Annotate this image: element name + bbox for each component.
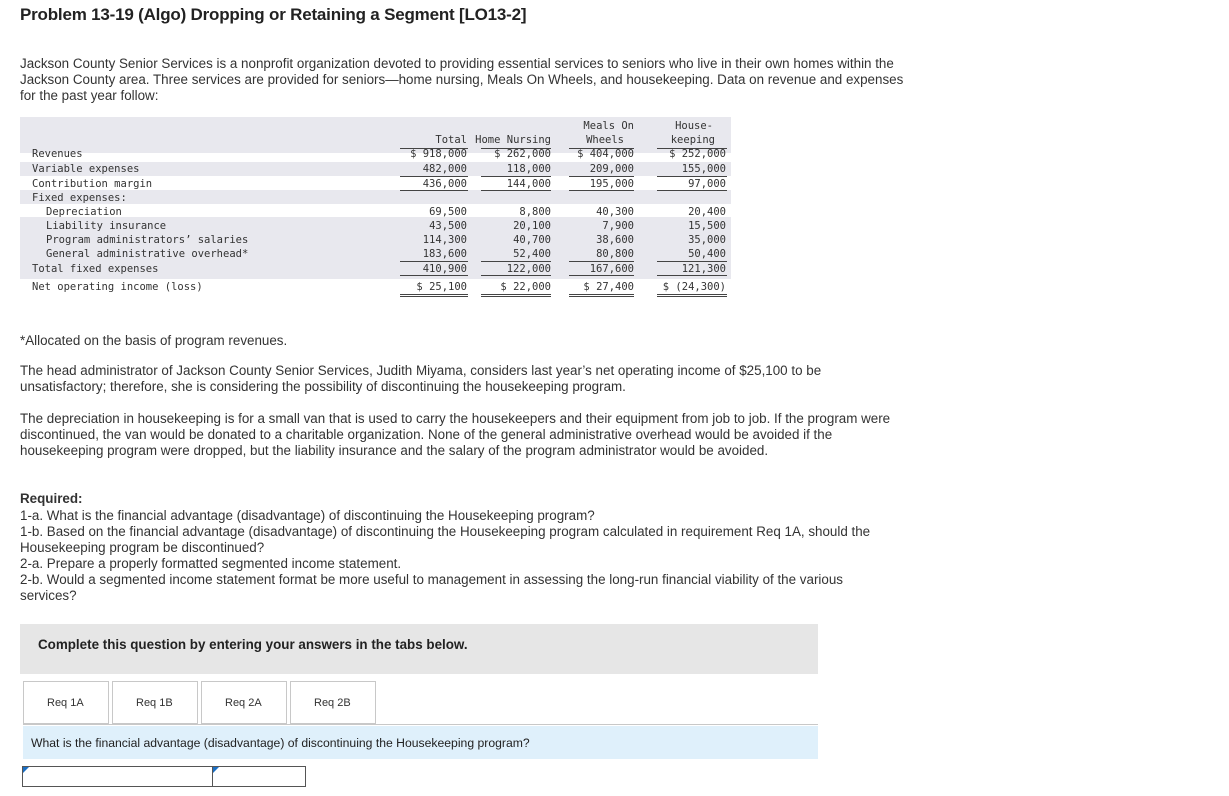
row-label: Total fixed expenses bbox=[32, 263, 159, 275]
double-underline bbox=[657, 296, 727, 297]
double-underline bbox=[657, 294, 727, 295]
cell: 43,500 bbox=[429, 220, 467, 232]
row-label: Net operating income (loss) bbox=[32, 281, 203, 293]
income-table bbox=[20, 117, 731, 297]
row-label: General administrative overhead* bbox=[46, 248, 249, 260]
cell: 8,800 bbox=[519, 206, 551, 218]
header-meals-1: Meals On bbox=[583, 120, 634, 132]
cell: $ (24,300) bbox=[662, 281, 726, 293]
underline bbox=[657, 190, 727, 191]
instructions-text: Complete this question by entering your answers in the tabs below. bbox=[38, 637, 468, 652]
row-label: Variable expenses bbox=[32, 163, 140, 175]
answer-label-input[interactable] bbox=[23, 767, 217, 786]
header-house-1: House- bbox=[675, 120, 713, 132]
cell: 35,000 bbox=[688, 234, 726, 246]
instructions-banner bbox=[20, 624, 818, 674]
cell: 410,900 bbox=[422, 263, 467, 275]
cell: 167,600 bbox=[589, 263, 634, 275]
double-underline bbox=[481, 296, 551, 297]
required-heading: Required: bbox=[20, 491, 83, 506]
underline bbox=[400, 275, 468, 276]
header-home-nursing: Home Nursing bbox=[475, 134, 551, 146]
row-label: Fixed expenses: bbox=[32, 192, 127, 204]
cell: $ 27,400 bbox=[583, 281, 634, 293]
double-underline bbox=[481, 294, 551, 295]
row-label: Depreciation bbox=[46, 206, 122, 218]
cell: $ 25,100 bbox=[416, 281, 467, 293]
underline bbox=[569, 176, 634, 177]
required-list bbox=[20, 508, 900, 604]
cell: 121,300 bbox=[681, 263, 726, 275]
underline bbox=[481, 275, 551, 276]
cell: 20,400 bbox=[688, 206, 726, 218]
header-total: Total bbox=[435, 134, 467, 146]
cell: 183,600 bbox=[422, 248, 467, 260]
underline bbox=[657, 275, 727, 276]
cell: 69,500 bbox=[429, 206, 467, 218]
underline bbox=[569, 190, 634, 191]
cell: 155,000 bbox=[681, 163, 726, 175]
tab-req-1a[interactable]: Req 1A bbox=[23, 681, 109, 724]
double-underline bbox=[400, 294, 468, 295]
cell: 40,300 bbox=[596, 206, 634, 218]
underline bbox=[481, 176, 551, 177]
underline bbox=[657, 176, 727, 177]
cell: $ 404,000 bbox=[577, 148, 634, 160]
question-banner bbox=[23, 726, 818, 759]
cell: 114,300 bbox=[422, 234, 467, 246]
double-underline bbox=[569, 296, 634, 297]
double-underline bbox=[400, 296, 468, 297]
required-item-2a: 2-a. Prepare a properly formatted segmented income statement. bbox=[20, 556, 402, 571]
cell: 118,000 bbox=[506, 163, 551, 175]
paragraph-head-administrator: The head administrator of Jackson County Senior Services, Judith Miyama, considers last year’s net operating income of $25,100 to be unsatisfactory; therefore, she is considering the possibility of discontinuing the housekeeping program. bbox=[20, 363, 822, 394]
question-text: What is the financial advantage (disadvantage) of discontinuing the Housekeeping program? bbox=[31, 736, 530, 750]
cell: 122,000 bbox=[506, 263, 551, 275]
paragraph-depreciation: The depreciation in housekeeping is for a small van that is used to carry the housekeepers and their equipment from job to job. If the program were discontinued, the van would be donated to a charitable organization. None of the general administrative overhead would be avoided if the housekeeping program were dropped, but the liability insurance and the salary of the program administrator would be avoided. bbox=[20, 411, 891, 458]
cell: 38,600 bbox=[596, 234, 634, 246]
cell: 436,000 bbox=[422, 178, 467, 190]
cell: $ 262,000 bbox=[494, 148, 551, 160]
underline bbox=[400, 261, 468, 262]
page-title: Problem 13-19 (Algo) Dropping or Retaining a Segment [LO13-2] bbox=[20, 5, 527, 24]
footnote: *Allocated on the basis of program revenues. bbox=[20, 333, 288, 348]
tab-req-2b[interactable]: Req 2B bbox=[290, 681, 376, 724]
cell: 52,400 bbox=[513, 248, 551, 260]
cell: 7,900 bbox=[602, 220, 634, 232]
required-item-1b: 1-b. Based on the financial advantage (disadvantage) of discontinuing the Housekeeping program calculated in requirement Req 1A, should the Housekeeping program be discontinued? bbox=[20, 524, 871, 555]
cell: $ 252,000 bbox=[669, 148, 726, 160]
cell: 144,000 bbox=[506, 178, 551, 190]
underline bbox=[481, 261, 551, 262]
underline bbox=[481, 190, 551, 191]
cell: $ 918,000 bbox=[410, 148, 467, 160]
cell: 80,800 bbox=[596, 248, 634, 260]
cell: $ 22,000 bbox=[500, 281, 551, 293]
underline bbox=[569, 275, 634, 276]
header-house-2: keeping bbox=[670, 134, 715, 146]
cell: 40,700 bbox=[513, 234, 551, 246]
cell: 97,000 bbox=[688, 178, 726, 190]
required-item-1a: 1-a. What is the financial advantage (disadvantage) of discontinuing the Housekeeping program? bbox=[20, 508, 595, 523]
underline bbox=[400, 176, 468, 177]
double-underline bbox=[569, 294, 634, 295]
row-label: Program administrators’ salaries bbox=[46, 234, 249, 246]
cell: 15,500 bbox=[688, 220, 726, 232]
intro-paragraph: Jackson County Senior Services is a nonprofit organization devoted to providing essential services to seniors who live in their own homes within the Jackson County area. Three services are provided for seniors—home nursing, Meals On Wheels, and housekeeping. Data on revenue and expenses for the past year follow: bbox=[20, 56, 904, 103]
cell: 195,000 bbox=[589, 178, 634, 190]
row-label: Liability insurance bbox=[46, 220, 167, 232]
tab-req-1b[interactable]: Req 1B bbox=[112, 681, 198, 724]
underline bbox=[400, 190, 468, 191]
header-meals-2: Wheels bbox=[586, 134, 624, 146]
row-label: Contribution margin bbox=[32, 178, 153, 190]
tab-divider bbox=[23, 724, 818, 725]
cell: 20,100 bbox=[513, 220, 551, 232]
cell: 209,000 bbox=[589, 163, 634, 175]
required-item-2b: 2-b. Would a segmented income statement format be more useful to management in assessing the long-run financial viability of the various services? bbox=[20, 572, 843, 603]
cell: 50,400 bbox=[688, 248, 726, 260]
row-label: Revenues bbox=[32, 148, 83, 160]
tab-req-2a[interactable]: Req 2A bbox=[201, 681, 287, 724]
answer-row bbox=[22, 766, 306, 787]
underline bbox=[657, 261, 727, 262]
underline bbox=[569, 261, 634, 262]
cell: 482,000 bbox=[422, 163, 467, 175]
answer-amount-input[interactable] bbox=[213, 767, 311, 786]
